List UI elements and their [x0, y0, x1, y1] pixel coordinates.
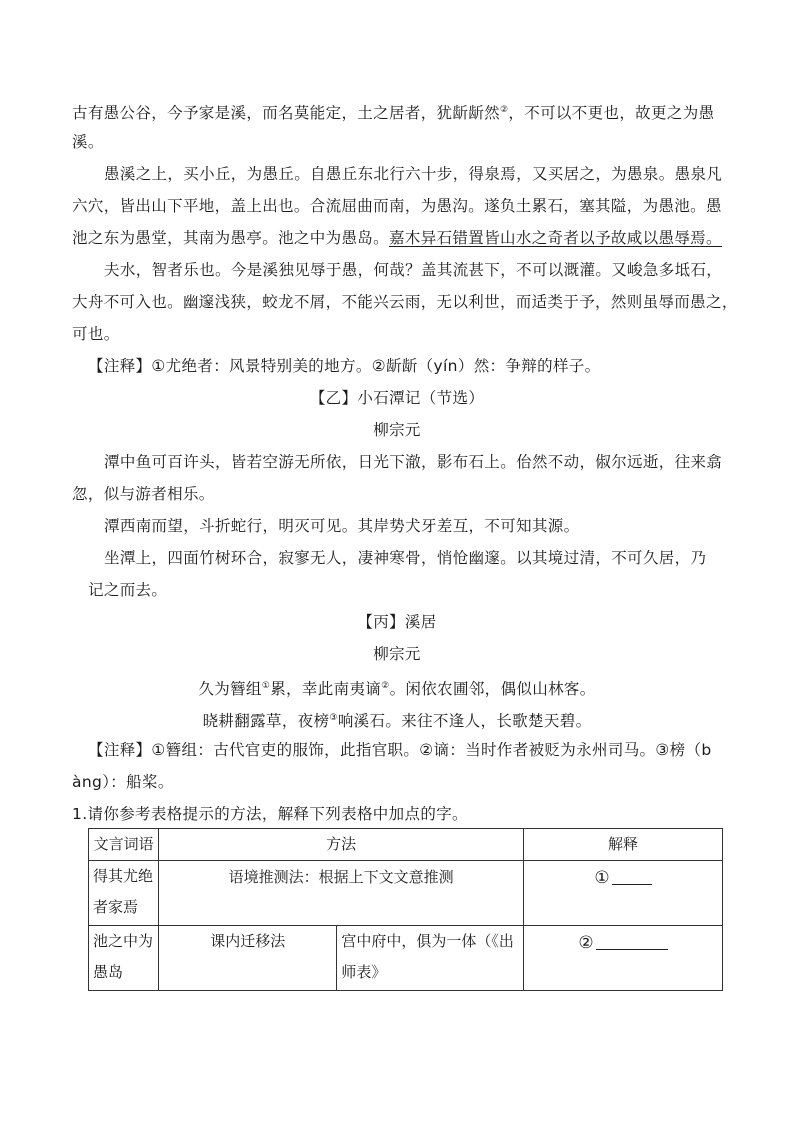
row1-method: 语境推测法：根据上下文文意推测: [159, 861, 524, 926]
bing-title: 【丙】溪居: [357, 613, 437, 631]
row2-method: 课内迁移法: [159, 926, 337, 991]
jia-para2-line3: 池之东为愚堂，其南为愚亭。池之中为愚岛。嘉木异石错置皆山水之奇者以予故咸以愚辱焉。: [72, 229, 722, 247]
row1-answer: [524, 861, 723, 926]
answer-mark: ①: [594, 868, 610, 888]
yi-para3-line2: 记之而去。: [88, 581, 168, 599]
jia-para1-line1: 古有愚公谷，今予家是溪，而名莫能定，土之居者，犹龂龂然②，不可以不更也，故更之为愚: [72, 104, 715, 122]
question-prompt: 1.请你参考表格提示的方法，解释下列表格中加点的字。: [72, 805, 468, 823]
yi-author: 柳宗元: [373, 421, 421, 439]
header-word: 文言词语: [89, 829, 159, 861]
jia-para1-line2: 溪。: [72, 133, 104, 151]
underlined-sentence: 嘉木异石错置皆山水之奇者以予故咸以愚辱焉。: [389, 229, 722, 247]
bing-verse1: 久为簪组①累，幸此南夷谪②。闲依农圃邻，偶似山林客。: [198, 680, 596, 698]
yi-para3-line1: 坐潭上，四面竹树环合，寂寥无人，凄神寒骨，悄怆幽邃。以其境过清，不可久居，乃: [104, 549, 707, 567]
jia-note: 【注释】①尤绝者：风景特别美的地方。②龂龂（yín）然：争辩的样子。: [88, 357, 601, 375]
yi-para1-line1: 潭中鱼可百许头，皆若空游无所依，日光下澈，影布石上。佁然不动，俶尔远逝，往来翕: [104, 453, 723, 471]
header-method: 方法: [159, 829, 524, 861]
bing-author: 柳宗元: [373, 645, 421, 663]
header-answer: 解释: [524, 829, 723, 861]
footnote-mark: ②: [381, 681, 390, 691]
row2-word: 池之中为愚岛: [89, 926, 159, 991]
footnote-mark: ①: [261, 681, 271, 691]
yi-title: 【乙】小石潭记（节选）: [309, 389, 485, 407]
jia-para3-line2: 大舟不可入也。幽邃浅狭，蛟龙不屑，不能兴云雨，无以利世，而适类于予，然则虽辱而愚之，: [72, 293, 738, 311]
answer-mark: ②: [578, 933, 594, 953]
row2-example: 宫中府中，俱为一体（《出师表》: [337, 926, 524, 991]
table-header-row: [89, 829, 723, 861]
row1-word: 得其尤绝者家焉: [89, 861, 159, 926]
footnote-mark: ②: [499, 105, 509, 115]
jia-para3-line3: 可也。: [72, 325, 120, 343]
bing-verse2: 晓耕翻露草，夜榜③响溪石。来往不逢人，长歌楚天碧。: [202, 712, 592, 730]
table-row: [89, 861, 723, 926]
answer-blank[interactable]: [612, 866, 652, 885]
bing-note-line1: 【注释】①簪组：古代官吏的服饰，此指官职。②谪：当时作者被贬为永州司马。③榜（b: [88, 741, 712, 759]
answer-table: [88, 828, 723, 991]
bing-note-line2: àng）：船桨。: [72, 773, 174, 791]
jia-para2-line1: 愚溪之上，买小丘，为愚丘。自愚丘东北行六十步，得泉焉，又买居之，为愚泉。愚泉凡: [104, 165, 723, 183]
footnote-mark: ③: [329, 713, 338, 723]
yi-para2-line1: 潭西南而望，斗折蛇行，明灭可见。其岸势犬牙差互，不可知其源。: [104, 517, 580, 535]
row2-answer: [524, 926, 723, 991]
answer-blank[interactable]: [596, 931, 668, 950]
table-row: [89, 926, 723, 991]
jia-para3-line1: 夫水，智者乐也。今是溪独见辱于愚，何哉？盖其流甚下，不可以溉灌。又峻急多坻石，: [104, 261, 723, 279]
yi-para1-line2: 忽，似与游者相乐。: [72, 485, 215, 503]
jia-para2-line2: 六穴，皆出山下平地，盖上出也。合流屈曲而南，为愚沟。遂负土累石，塞其隘，为愚池。愚: [72, 197, 722, 215]
